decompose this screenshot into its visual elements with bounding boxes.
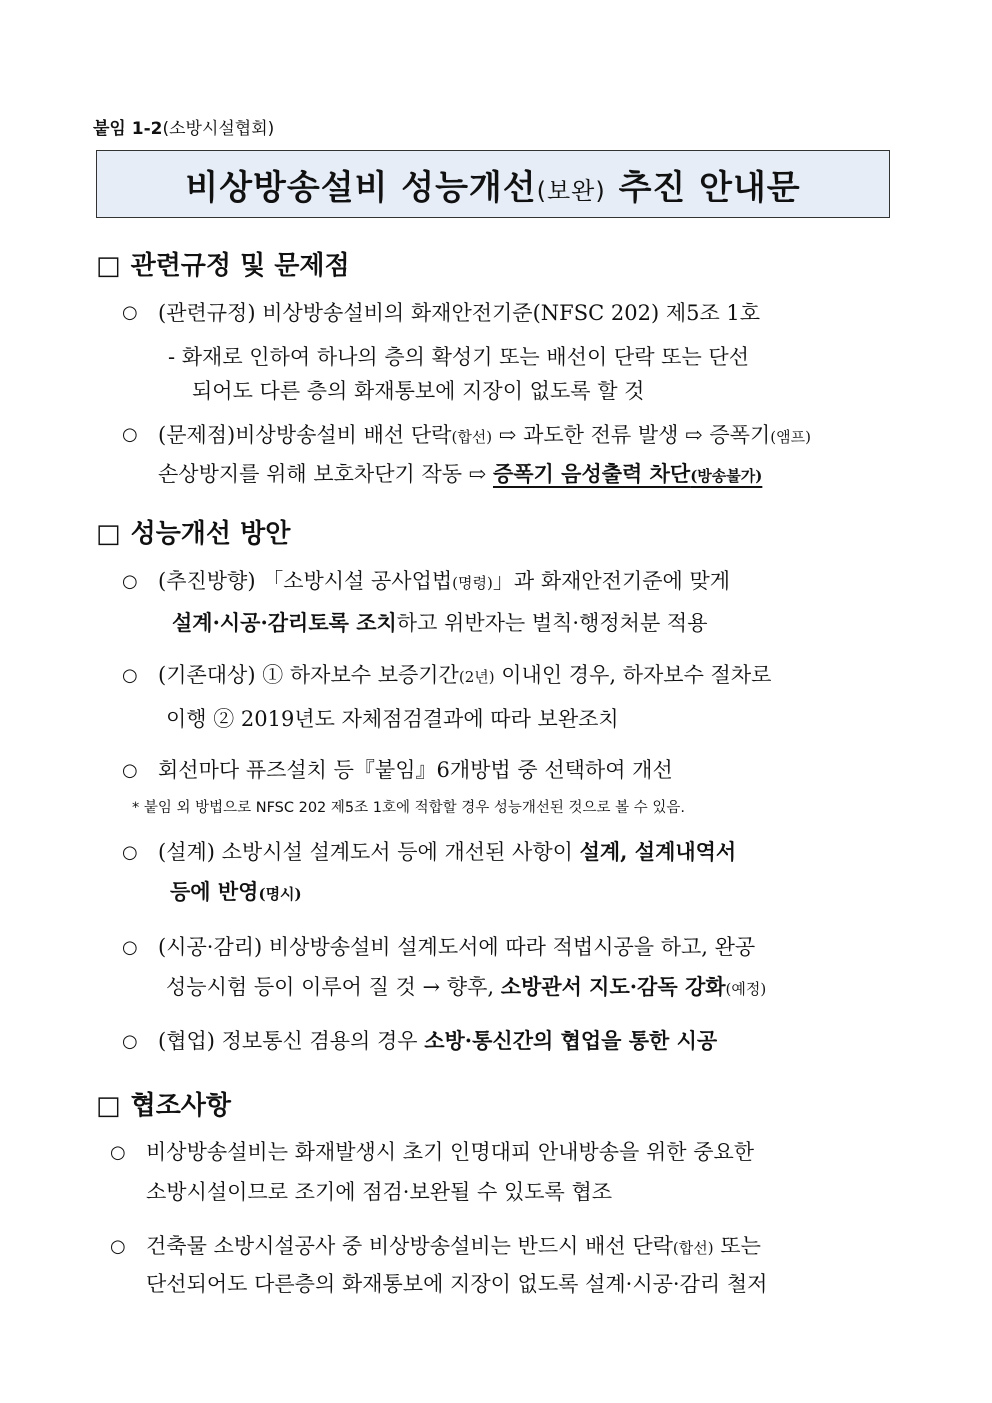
item-direction: (추진방향) 「소방시설 공사업법(명령)」과 화재안전기준에 맞게: [158, 569, 731, 593]
item-existing: (기존대상) ① 하자보수 보증기간(2년) 이내인 경우, 하자보수 절차로: [158, 663, 772, 687]
note-text: * 붙임 외 방법으로 NFSC 202 제5조 1호에 적합할 경우 성능개선된 것으로 볼 수 있음.: [132, 800, 685, 816]
item-existing-cont: 이행 ② 2019년도 자체점검결과에 따라 보완조치: [166, 707, 619, 731]
attachment-label: [93, 114, 274, 139]
bullet-icon: ○: [110, 1142, 126, 1163]
item-problem: (문제점)비상방송설비 배선 단락(합선) ⇨ 과도한 전류 발생 ⇨ 증폭기(앰프): [158, 423, 811, 447]
item-design-cont: 등에 반영(명시): [170, 879, 302, 904]
bullet-icon: ○: [122, 424, 138, 445]
bullet-icon: ○: [122, 842, 138, 863]
bullet-icon: ○: [122, 302, 138, 323]
section-heading-improvement: □ 성능개선 방안: [96, 519, 291, 549]
item-regulation-detail: - 화재로 인하여 하나의 층의 확성기 또는 배선이 단락 또는 단선: [168, 345, 749, 369]
document-title: 비상방송설비 성능개선(보완) 추진 안내문: [185, 167, 801, 208]
item-regulation: (관련규정) 비상방송설비의 화재안전기준(NFSC 202) 제5조 1호: [158, 301, 761, 325]
item-request-1-cont: 소방시설이므로 조기에 점검·보완될 수 있도록 협조: [146, 1180, 613, 1204]
bullet-icon: ○: [122, 1031, 138, 1052]
item-request-2: 건축물 소방시설공사 중 비상방송설비는 반드시 배선 단락(합선) 또는: [146, 1234, 761, 1258]
attachment-number: 붙임 1-2: [93, 119, 163, 139]
attachment-org: (소방시설협회): [162, 119, 275, 139]
item-construction-cont: 성능시험 등이 이루어 질 것 → 향후, 소방관서 지도·감독 강화(예정): [166, 974, 767, 999]
item-direction-cont: 설계·시공·감리토록 조치하고 위반자는 벌칙·행정처분 적용: [172, 610, 708, 635]
item-regulation-detail-cont: 되어도 다른 층의 화재통보에 지장이 없도록 할 것: [192, 379, 645, 403]
document-title-box: [96, 150, 890, 218]
section-heading-cooperation: □ 협조사항: [96, 1091, 232, 1121]
bullet-icon: ○: [122, 665, 138, 686]
item-design: (설계) 소방시설 설계도서 등에 개선된 사항이 설계, 설계내역서: [158, 839, 737, 864]
item-cooperation: (협업) 정보통신 겸용의 경우 소방·통신간의 협업을 통한 시공: [158, 1028, 718, 1053]
bullet-icon: ○: [122, 571, 138, 592]
item-problem-cont: 손상방지를 위해 보호차단기 작동 ⇨ 증폭기 음성출력 차단(방송불가): [158, 461, 763, 486]
bullet-icon: ○: [122, 937, 138, 958]
item-request-2-cont: 단선되어도 다른층의 화재통보에 지장이 없도록 설계·시공·감리 철저: [146, 1272, 768, 1296]
problem-highlight: 증폭기 음성출력 차단(방송불가): [492, 461, 763, 486]
item-fuse: 회선마다 퓨즈설치 등『붙임』6개방법 중 선택하여 개선: [158, 758, 673, 782]
bullet-icon: ○: [122, 760, 138, 781]
section-heading-regulations: □ 관련규정 및 문제점: [96, 251, 350, 281]
item-request-1: 비상방송설비는 화재발생시 초기 인명대피 안내방송을 위한 중요한: [146, 1140, 755, 1164]
bullet-icon: ○: [110, 1236, 126, 1257]
item-construction: (시공·감리) 비상방송설비 설계도서에 따라 적법시공을 하고, 완공: [158, 935, 756, 959]
